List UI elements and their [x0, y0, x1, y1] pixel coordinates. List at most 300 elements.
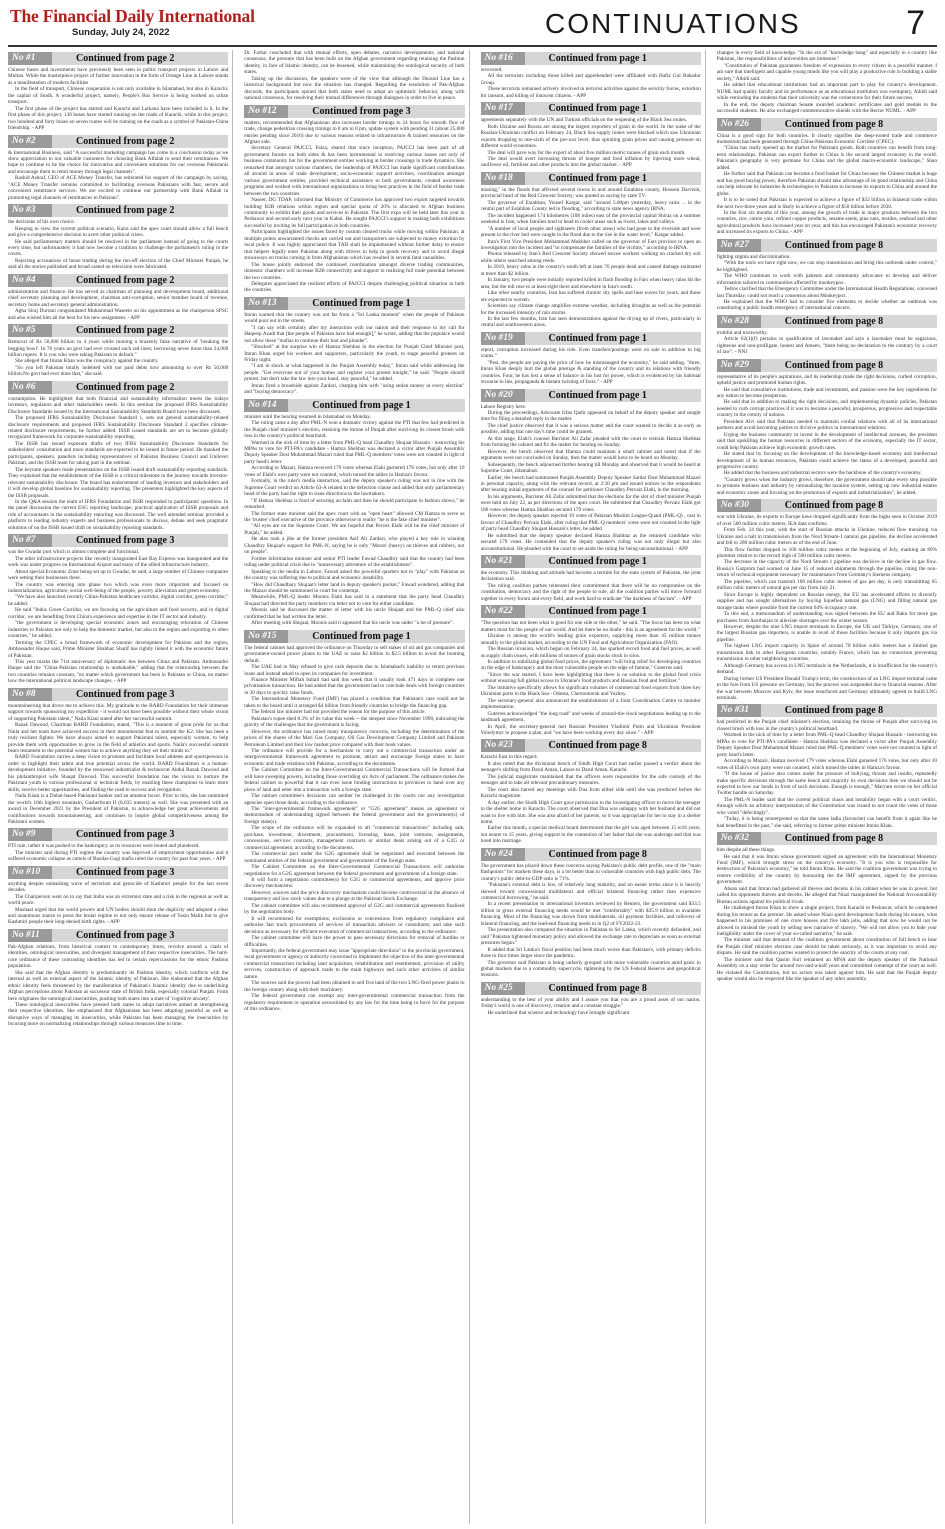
article-paragraph: "All eyes are on the Supreme Court. We are hopeful that Pervez Elahi will be the chief minister of Punjab," he added.	[244, 523, 465, 536]
article-paragraph: The sources said the powers had been obtained to sell five land of the two LNG-fired power plants to the foreign country along with their machinery.	[244, 980, 465, 993]
article-paragraph: "If Hamza Shehbaz is fond of securing acclaim and then he should participate in fashion shows," he remarked.	[244, 497, 465, 511]
article-paragraph: From Feb. 24 this year, with the start of Russian attacks in Ukraine, reduced flow transiting via Ukraine and a halt in transmission from the Nord Stream-1 natural gas pipeline, the decline accelerated and fell to 280 million cubic meters as of the end of June.	[716, 527, 937, 547]
article-paragraph: Moonis said he discussed the matter of letter with his uncle Shujaat and the PML-Q chief also confirmed that he had written the letter.	[244, 607, 465, 620]
article-paragraph: PTI rule, rather it was pushed to the bankruptcy as its resources were looted and plundered.	[8, 843, 200, 850]
article-paragraph: Meanwhile, PML-Q leader Moonis Elahi has said in a statement that the party head Chaudhry Shujaat had directed the party members via letter not to vote for either candidate.	[244, 594, 465, 607]
article	[8, 204, 228, 271]
article-paragraph: Both Ukraine and Russia are among the largest exporters of grain in the world. In the wake of the Russian-Ukrainian conflict on February 24, Black Sea supply routes were blocked which saw Ukrainian exports dropping to one-sixth of the pre-war level, thus spiraling grain prices and causing pressure on different world economies.	[480, 123, 701, 150]
article-paragraph: President Alvi said that Pakistan needed to maintain cordial relations with all of its international partners and avoid becoming parties to divisive politics in international relations.	[716, 418, 937, 432]
article-paragraph: The Cabinet Committee on the Inter-Governmental Commercial Transactions will be formed that will have sweeping powers, including those overriding six Acts of parliament. The ordinance makes the federal cabinet so powerful that it can even issue binding instructions to provinces to hand over any piece of land and enter into a transaction with a foreign state.	[244, 767, 465, 793]
article-paragraph: These terrorists remained actively involved in terrorist activities against the security forces, extortion for ransom, and killing of innocent citizens. - APP	[480, 86, 701, 99]
article-paragraph: Keeping in view the current political scenario, Kaira said the apex court should allow a full bench and give a comprehensive decision to avert other political crises.	[8, 225, 229, 239]
continuation-header	[8, 828, 228, 841]
continued-from-label: Continued from page 8	[761, 315, 937, 328]
article	[717, 832, 937, 983]
article-paragraph: Naseer, DG TDAP, informed that Ministry of Commerce has approved two export targeted towards building B2B relations within region and special quota of 20% is allocated to Afghan business community to exhibit their goods and services in Pakistan. The first expo will be held later this year in Peshawar and second early next year in Kabul. He sought PAJCCI's support in making both exhibitions successful by inviting its full participation in both countries.	[244, 197, 465, 229]
article	[8, 274, 228, 321]
article-paragraph: The decrease in the capacity of the Nord Stream 1 pipeline was decisive in the decline in gas flow. Russia's Gazprom had warned on June 15 of reduced shipments through the pipeline, citing the non-return of technical equipment necessary for maintenance from Germany's Siemens company.	[716, 559, 937, 579]
article-body	[717, 514, 937, 701]
article-paragraph: "the government is developing special economic zones and encouraging relocation of Chinese industries to Pakistan not only to help the domestic market, but also to the region and exporting to other countries," he added.	[8, 620, 229, 640]
article-paragraph: The ordinance will provide for a mechanism to carry out a commercial transaction under an intergovernmental framework agreement to promote, attract and encourage foreign states to have economic and trade relations with Pakistan, according to the documents.	[244, 747, 465, 767]
article-paragraph: the economy. This thinking and attitude had become a termite for the state system of Pakistan, the joint declaration said.	[480, 570, 701, 583]
continuation-header	[717, 239, 937, 252]
article-body	[717, 254, 937, 312]
article	[717, 499, 937, 701]
article-paragraph: Karachi East in this regard.	[480, 754, 538, 761]
article-paragraph: "How did Chaudhary Shujaat's letter land in deputy speaker's pocket," Fawad wondered, adding that the Mazari should be summoned in court for contempt.	[244, 581, 465, 594]
column-4	[717, 50, 937, 1524]
article-paragraph: Photos released by Iran's Red Crescent Society showed rescue workers walking on cracked dry soil while others searched among reeds.	[480, 251, 701, 264]
article-paragraph: The minister said during PTI regime the country was deprived of employment opportunities and it suffered economic collapse as cartels of Buzdar-Gogi mafia ruled the country for past four years. - APP	[8, 849, 229, 863]
continued-from-label: Continued from page 8	[761, 832, 937, 845]
article	[8, 866, 228, 926]
article-paragraph: In the end, the deputy chairman Senate awarded academic certificates and gold medals to the successful students. He also exchanged commemorative shields with the Rector NUML. - APP	[716, 101, 937, 115]
article-paragraph: Earlier, the bench had summoned Punjab Assembly Deputy Speaker Sardar Dost Muhammad Mazari in personal capacity, along with the relevant record, at 2:30 pm and issued notices to the respondents after hearing initial arguments of the counsel for petitioner Chaudhry Pervaiz Elahi, in the morning.	[480, 474, 701, 494]
article-paragraph: She said that the Afghan identity is predominantly its Pashtun identity, which conflicts with the internal as well as external aspect of the Islamic identity of Pakistan. She elaborated that the Afghan ethnic identity feels threatened by the manifestation of Pakistan's Islamic identity due to underlining Afghan perceptions about Pakistan as successor state of British India, especially colonial Punjab. From here originates the ontological insecurities, pushing both states into a state of 'cognitive anxiety'.	[8, 969, 229, 1002]
article-paragraph: He also took a jibe at the former president Asif Ali Zardari, who played a key role in winning Chaudhry Shujaat's support for PML-N, saying he is only "Murari (heavy) on thieves and robbers, not on people".	[244, 536, 465, 556]
continuation-header	[481, 332, 701, 345]
continuation-header	[8, 274, 228, 287]
article-paragraph: Ukraine is among the world's leading grain exporters, supplying more than 45 million tonnes annually to the global market, according to the UN Food and Agriculture Organization (FAO).	[480, 633, 701, 646]
article-paragraph: The International Monetary Fund (IMF) has placed a condition that Pakistan's case could not be taken to the board until it arranged $4 billion from friendly countries to bridge the financing gap.	[244, 696, 465, 709]
article-paragraph: Guterres acknowledged "the long road" and weeks of around-the-clock negotiations leading up to the landmark agreement.	[480, 710, 701, 724]
continued-from-label: Continued from page 1	[525, 172, 701, 185]
column-3	[481, 50, 706, 1524]
article-paragraph: These ontological insecurities have pressed both states to adopt narratives aimed at strengthening their respective identities. She emphasized that Afghanistan has been adopting peaceful as well as disruptive ways of managing its insecurities, while Pakistan has been managing the insecurities by focusing more on normalizing relationships through various measures time to time.	[8, 1002, 229, 1028]
article-paragraph: Formally, in the ruler's media interaction, said the deputy speaker's ruling was not in line with the Supreme Court verdict on Article 63-A related to the defection clause and added that only parliamentary head of the party had the right to issue directions to the lawmakers.	[244, 478, 465, 498]
continued-from-label: Continued from page 8	[525, 739, 701, 752]
article-number-tag: No #32	[717, 832, 761, 845]
article-paragraph: "Shocked" at the surprise win of Hamza Shehbaz in the election for Punjab Chief Minister post, Imran Khan urged his workers and supporters, particularly the youth, to stage peaceful protests on Friday night.	[244, 344, 465, 364]
article-paragraph: He said that it was Imran whose government signed an agreement with the International Monetary Fund (IMF), which brought stress on the country's economy. "It is you who is responsible for destruction of Pakistan's economy," he told Imran Khan. He said the coalition government was trying to restore credibility of the country by honouring the the IMF agreement, signed by the previous government.	[716, 853, 937, 886]
article-paragraph: However, despite the nine LNG import terminals in Europe, the UK and Türkiye, Germany, one of the largest Russian gas importers, is unable to avail of those facilities because it only imports gas via pipeline.	[716, 623, 937, 643]
article-paragraph: After meeting with Shujaat, Moonis said it appeared that his uncle was under "a lot of pressure".	[251, 620, 454, 627]
article-body	[8, 289, 228, 321]
article-body	[8, 703, 228, 826]
article	[8, 324, 228, 378]
article-paragraph: recovered.	[480, 67, 503, 73]
article-paragraph: Lahore Registry here.	[480, 403, 527, 410]
article-paragraph: The cabinet committee's decisions can neither be challenged in the courts nor any investigation agencies open those deals, according to the ordinance.	[244, 793, 465, 806]
article-paragraph: The other infrastructure projects like recently inaugurated East Bay Express was inaugurated and the work was under progress on International Airport and many of the allied infrastructure industry.	[8, 555, 229, 569]
article-body	[244, 312, 464, 396]
continued-from-label: Continued from page 1	[288, 297, 464, 310]
continuation-header	[8, 866, 228, 879]
continued-from-label: Continued from page 2	[52, 204, 228, 217]
article-paragraph: The PML-N leader said that the current political chaos and instability began with a court verdict, through which an arbitrary interpretation of the Constitution was issued to not count the votes of those who voted "defectingly".	[716, 796, 937, 816]
article-columns	[8, 50, 937, 1524]
issue-date: Sunday, July 24, 2022	[72, 27, 170, 38]
article-paragraph: Removal of Rs 50,000 billion in 4 years while running a brazenly false narrative of 'breaking the begging bowl'. In 70 years no govt had ever crossed such red lines; borrowing never more than 24,000 billion rupees. It is you who were taking Pakistan to default."	[8, 339, 229, 358]
article-number-tag: No #4	[8, 274, 52, 287]
article-body	[481, 117, 701, 169]
article-paragraph: The WHO continues to work with patients and community advocates to develop and deliver information tailored to communities affected by monkeypox.	[716, 273, 937, 286]
article-paragraph: A day earlier, the Sindh High Court gave permission to the investigating officer to move the teenager to the shelter home in Karachi. The court observed that Dua was unhappy with her husband and did not want to live with him. She was also afraid of her parents, so it was appropriate for her to stay in a shelter home.	[480, 799, 701, 825]
continuation-header	[717, 499, 937, 512]
article-paragraph: The federal cabinet had approved the ordinance on Thursday to sell stakes of oil and gas companies and government-owned power plants to the UAE to raise $2 billion to $2.5 billion to avoid the looming default.	[244, 644, 465, 664]
article-paragraph: Earlier this month, a special medical board determined that the girl was aged between 15 to16 years, but nearer to 15 years, giving support to the contention of her father that she was underage and that was lured into marriage.	[480, 825, 701, 845]
article-number-tag: No #26	[717, 118, 761, 131]
article-paragraph: The Cabinet Committee on the Inter-Governmental Commercial Transactions will authorise negotiations for a G2G agreement between the federal government and government of a foreign state.	[244, 864, 465, 877]
continued-from-label: Continued from page 3	[288, 105, 464, 118]
article-paragraph: Pak-Afghan relations, from historical context to contemporary times, revolve around a clash of identities, ontological insecurities, and divergent management of their respective insecurities. The hard-core ordinance of these contrasting identities has led to certain repercussions for the ethnic Pashtun population.	[8, 943, 229, 970]
article-paragraph: The minister said that demand of the coalition government about constitution of full bench to hear the Punjab chief minister election case should be taken seriously, as it was important to avoid any dispute. He said the coalition parties wanted to protect the sanctity of the courts at any cost.	[716, 937, 937, 957]
article-paragraph: The governor of Estahban, Yousef Kargar, said "around 5.00pm yesterday, heavy rains ... in the central part of Estahban County led to flooding," according to state news agency IRNA.	[480, 199, 701, 213]
article-paragraph: Urging the business community to invest in the development of intellectual avenues, the president said that upskilling the human resources in different sectors of the economy, especially the IT sector, could help Pakistan achieve high economic growth rates.	[716, 431, 937, 451]
article	[717, 315, 937, 356]
article-paragraph: It added that Sri Lanka's fiscal position had been much worse than Pakistan's, with primary deficits three to four times larger since the pandemic.	[480, 946, 701, 960]
continued-from-label: Continued from page 8	[761, 704, 937, 717]
article-paragraph: consumption. He highlighted that both financial and sustainability information meets the todays investors, regulators and other stakeholders needs. In this seminar the proposed IFRS Sustainability Disclosure Standards issued by the International Sustainability Standards Board have been discussed.	[8, 395, 229, 415]
article-number-tag: No #11	[8, 929, 52, 942]
article-paragraph: The incident happened 174 kilometres (108 miles) east of the provincial capital Shiraz on a summer weekend in Iran, when families tend to head to cooler areas such as rivers, lakes and valleys.	[480, 212, 701, 226]
article-paragraph: The ruling coalition parties reiterated their commitment that there will be no compromise on the constitution, democracy and the right of the people to rule, all the coalition parties will move forward together in every forum and every field, and work hard to eradicate "the darkness of fascism". - APP	[480, 582, 701, 602]
article-paragraph: The presentation also compared the situation in Pakistan to Sri Lanka, which recently defaulted, and said "Pakistan tightened monetary policy and allowed the exchange rate to depreciate as soon as external pressures began."	[480, 927, 701, 947]
article-body	[481, 67, 701, 99]
article-paragraph: "Country grows when the industry grows, therefore, the government should take every step possible to promote business and industry by rationalizing the taxation system, setting up new industrial estates and economic zones and focusing on the promotion of exports and industrialization", he added.	[716, 476, 937, 496]
article	[481, 332, 701, 386]
article-number-tag: No #18	[481, 172, 525, 185]
article-paragraph: Rejecting accusations of horse trading during the run-off election of the Chief Minister Punjab, he said all the stories published and broad casted on television were fabricated.	[8, 257, 229, 271]
article-number-tag: No #31	[717, 704, 761, 717]
article-paragraph: Razak Dawood, Chairman BARD Foundation, stated, "This is a moment of great pride for us that Naila and her team have achieved success in their monumental feat to summit the K2. She has been a truly resilient fighter. We have always aimed to support Pakistani talent, especially women, to help provide them with opportunities to grow in the field of athletics and sports. Naila's successful summit bears testament to the potential women has to achieve anything they set their minds to."	[8, 722, 229, 754]
continued-from-label: Continued from page 1	[525, 605, 701, 618]
article-body	[481, 754, 701, 844]
article-number-tag: No #22	[481, 605, 525, 618]
article-paragraph: According to Mazari, Hamza received 179 votes whereas Elahi garnered 176 votes, but only after 10 votes of Elahi's own party were not counted, which turned the tables in Hamza's favour.	[244, 465, 465, 478]
article-number-tag: No #3	[8, 204, 52, 217]
article-number-tag: No #10	[8, 866, 52, 879]
article-paragraph: He said parliamentary matters should be resolved in the parliament instead of going to the courts every time, but unfortunately it had now become a tradition to challenge the parliament's ruling in the courts.	[8, 238, 229, 258]
article-body	[717, 374, 937, 497]
article-paragraph: The highest LNG import capacity in Spain of around 70 billion cubic meters has a limited gas transmission link to other European countries, notably France, which has no connection preventing transmission to other neighboring countries.	[716, 643, 937, 663]
article-paragraph: Agha Siraj Durrani congratulated Muhammad Waseem on his appointment as the chairperson SPSC and also wished him all the best for his new assignment. - APP	[8, 308, 229, 321]
article-number-tag: No #6	[8, 381, 52, 394]
article	[8, 688, 228, 826]
article-paragraph: Finance Minister Miftah Ismail had said this week that it usually took 471 days to complete one privatisation transaction. He had added that the government had to conclude deals with foreign countries in 30 days to quickly raise funds.	[244, 676, 465, 696]
article	[8, 381, 228, 532]
article-number-tag: No #15	[244, 630, 288, 643]
article-paragraph: Dr. Farhat concluded that with mutual efforts, open debates, narrative developments, and national consensus, the pressure that has been built on the Afghan government regarding retaining the Pashtun identity, in face of Islamic identity, can be lessened, while maintaining the ontological security of both states.	[244, 50, 465, 76]
continued-from-label: Continued from page 2	[52, 135, 228, 148]
article	[8, 534, 228, 685]
article-paragraph: In 2019, heavy rains in the country's south left at least 76 people dead and caused damage estimated at more than $2 billion.	[480, 264, 701, 277]
article	[8, 828, 228, 862]
continuation-header	[8, 534, 228, 547]
continuation-header	[717, 832, 937, 845]
article-paragraph: Warmed in the nick of time by a letter from PML-Q head Chaudhry Shujaat Hussain - instructing his MPAs to vote for PTI-PA's candidate - Hamza Shehbaz was declared a victor after Punjab Assembly Deputy Speaker Dost Muhammad Mazari ruled that PML-Q members' votes were not counted in light of party head's letter.	[244, 439, 465, 465]
article	[717, 50, 937, 115]
article-paragraph: Article 62(1)(f) pertains to qualification of lawmaker and says a lawmaker must be sagacious, righteous and non-profligate, honest and Ameen, "there being no declaration to the contrary by a court of law". - NNI	[716, 336, 937, 356]
article-paragraph: The "inter-governmental framework agreement" or "G2G agreement" means an agreement or memorandum of understanding signed between the federal government and the government(s) of foreign state(s).	[244, 806, 465, 825]
article-paragraph: Since Europe is highly dependent on Russian energy, the EU has accelerated efforts to diversify supplies and has sought alternatives by buying liquefied natural gas (LNG) and filling natural gas storage tanks where possible from the current 64% occupancy rate.	[716, 591, 937, 611]
article-paragraph: It is to be noted that Pakistan is expected to achieve a figure of $32 billion in bilateral trade within the next two-three years and is likely to achieve a figure of $50 billion before 2030.	[716, 197, 937, 210]
article-paragraph: Naila Kiani is a Dubai-based Pakistani banker and an amateur boxer. Prior to this, she has summited the world's 10th highest mountain, Gasherbrum II (8,035 meters) as well. She was presented with an award in December 2021 by the President of Pakistan, to acknowledge her great achievements and contributions towards mountaineering, and continues to inspire global competitiveness among the Pakistani women.	[8, 793, 229, 825]
article-number-tag: No #29	[717, 359, 761, 372]
continued-from-label: Continued from page 1	[525, 52, 701, 65]
article	[481, 605, 701, 736]
article-paragraph: changes in every field of knowledge. "In the era of "knowledge bang" and especially in a country like Pakistan, the responsibilities of universities are immense."	[716, 50, 937, 63]
article-number-tag: No #16	[481, 52, 525, 65]
article-paragraph: Former information minister and senior PTI leader Fawad Chaudhry said that the country had been ruling under political crisis due to "unnecessary adventure of the establishment".	[244, 555, 465, 569]
continued-from-label: Continued from page 2	[52, 274, 228, 287]
article-paragraph: Taking up the discussion, the speakers were of the view that although the Durand Line has a historical background but now the situation has changed. Regarding the resolution of Pak-Afghan discords, the participants opined that both states need to adopt an optimistic behavior, along with national consensus, for resolving their mutual differences through dialogues in order to live in peace.	[244, 75, 465, 102]
article-paragraph: To this end, a memorandum of understanding was signed between the EU and Baku for more gas purchases from Azerbaijan to alleviate shortages over the winter season.	[716, 611, 937, 624]
article-paragraph: All the terrorists including those killed and apprehended were affiliated with Hafiz Gul Bahadur Group.	[480, 73, 701, 86]
article-paragraph: The cabinet committee will have the power to pass necessary directions for removal of hurdles or difficulties.	[244, 935, 465, 948]
article-number-tag: No #23	[481, 739, 525, 752]
article-paragraph: The deal will pave way for the export of about five million metric tonnes of grain each month.	[487, 149, 686, 156]
article	[244, 630, 464, 1013]
article-paragraph: However, the deputy speaker rejected 10 votes of Pakistan Muslim League-Quaid (PML-Q) , cast in favour of Chaudhry Pervaiz Elahi, after ruling that PML-Q members' votes were not counted in the light of party head Chaudhry Shujaat Hussain's letter, he added.	[480, 513, 701, 533]
article-paragraph: had predicted in the Punjab chief minister's election, retaining the throne of Punjab after surviving its closest brush with loss in the country's political heartland.	[716, 719, 937, 732]
article-paragraph: "If the house of justice also comes under the pressure of bullying, threats and insults, repeatedly make specific decisions through the same bench and majority its own decisions then we should not be expected to bow our heads in front of such decisions. Enough is enough," Maryam wrote on her official Twitter handle on Saturday.	[716, 771, 937, 797]
continued-from-label: Continued from page 3	[52, 688, 228, 701]
article-paragraph: Ahsan said that Imran had gathered all thieves and deceits in his cabinet when he was in power, but called his opponents thieves and deceits. He alleged that Niazi manipulated the National Accountability Bureau actions against his political rivals.	[716, 885, 937, 905]
article-number-tag: No #21	[481, 555, 525, 568]
article-body	[717, 133, 937, 236]
article-body	[8, 396, 228, 532]
continuation-header	[244, 399, 464, 412]
article	[244, 297, 464, 396]
article-paragraph: representative of its people's aspirations, and its leadership made the right decisions, curbed corruption, upheld justice and promoted human rights.	[716, 373, 937, 387]
continuation-header	[244, 105, 464, 118]
article-paragraph: "Today, it is being reinterpreted so that the same ladla (favourite) can benefit from it again like he had benefitted in the past," she said, referring to former prime minister Imran Khan.	[716, 816, 937, 829]
article-paragraph: The court also barred any meetings with Dua from either side until she was produced before the Karachi magistrate.	[480, 786, 701, 800]
continued-from-label: Continued from page 3	[52, 534, 228, 547]
article-paragraph: This flow further dropped to 100 million cubic meters at the beginning of July, marking an 80% plummet relative to the record high of 500 million cubic meters.	[716, 546, 937, 559]
article-paragraph: During former US President Donald Trump's term, the construction of an LNG import terminal came to the fore from US pressure on Germany, but the process was suspended due to financial reasons. After the war between Moscow and Kyiv, the issue resurfaced and Germany ultimately agreed to build LNG terminals.	[716, 675, 937, 701]
article-body	[8, 150, 228, 202]
article-number-tag: No #9	[8, 828, 52, 841]
article-number-tag: No #14	[244, 399, 288, 412]
article-paragraph: It also noted that the divisional bench of Sindh High Court had earlier passed a verdict about the teenager's shifting from Darul Aman, Lahore to Darul Aman, Karachi.	[480, 760, 701, 774]
article-paragraph: minister until the hearing resumed in Islamabad on Monday.	[244, 413, 371, 420]
article-body	[8, 339, 228, 378]
article	[717, 359, 937, 497]
article-paragraph: The Chairperson went on to say that India was an extremist state and a risk to the regional as well as world peace.	[8, 893, 229, 907]
continuation-header	[244, 630, 464, 643]
article	[481, 389, 701, 552]
article-paragraph: was the Gwadar port which is almost complete and functional.	[8, 549, 140, 556]
article-paragraph: In April, the secretary-general met Russian President Vladimir Putin and Ukrainian President Volodymyr to propose a plan, and "we have been working every day since." - APP	[480, 723, 701, 736]
article-paragraph: The deal would avert increasing threats of hunger and food inflation by injecting more wheat, sunflower oil, fertiliser and other products into the global market. - APP	[480, 155, 701, 169]
continued-from-label: Continued from page 8	[525, 982, 701, 995]
article-paragraph: In the Q&A session the team of IFRS Foundation and ISSB responded to participants' questions. In the panel discussion the current ESG reporting landscape, practical application of ISSB proposals and role of accountants in the sustainability reporting was discussed. The well attended seminar provided a platform to leading industry experts and business professionals to discuss, debate and seek pragmatic solutions of on the ISSB issued draft on sustainability reporting standards.	[8, 499, 229, 531]
article-paragraph: Speaking to the media in Lahore, Fawad asked the powerful quarters not to "play" with Pakistan as the country was suffering due to political and economic instability.	[244, 568, 465, 582]
article-paragraph: He challenged Imran Khan to show a single project, from Karachi to Peshawar, which he completed during his tenure as the premier. He asked where Niazi spent development funds during his tenure, what happened to his promises of one crore houses and five lakh jobs, adding that now he would not be allowed to mislead the youth by selling new narrative of slavery. "We will not allow you to hide your ineligibility under the cover of your so-called narrative," he said.	[716, 905, 937, 938]
article-body	[481, 570, 701, 602]
article-paragraph: "Pest, the people are paying the price of how he mismanaged the economy," he said adding, "three, Imran Khan deeply hurt the global prestige & standing of the country and its relations with friendly countries. Four, he has lost a sense of balance in his lust for power, which is evidenced by his habitual recourse to lies, propaganda & blatant twisting of facts." - APP	[480, 359, 701, 386]
article-paragraph: In the first six months of this year, among the growth of trade in major products between the two countries, rice, cotton yarn, refined copper products, sesame seeds, pine nuts, textiles, seafood and other agricultural products have increased year on year, and this has encouraged Pakistan's economic recovery and increased its exports to China. - APP	[716, 209, 937, 236]
continuation-header	[481, 555, 701, 568]
article-body	[8, 219, 228, 271]
article-number-tag: No #12	[244, 105, 288, 118]
article-paragraph: He explained that the WHO had to consider five elements to decide whether an outbreak was constituting a public health emergency of international concern.	[716, 298, 937, 312]
article-paragraph: Imran fired a broadside against Zardari, charging him with "using stolen money in every election" and "buying democracy".	[244, 382, 465, 396]
article-paragraph: Rashid Ashraf, CEO of ACE Money Transfer, has reiterated his support of the campaign by saying, "ACE Money Transfer remains committed to facilitating overseas Pakistanis with fast, secure and convenient remittance services. We are excited to continue our partnership with Bank Alfalah in promoting legal channels of remittances to Pakistan".	[8, 175, 229, 201]
article-body	[717, 330, 937, 356]
article-body	[244, 120, 464, 294]
article-paragraph: report, corruption increased during his rule. Even transfers/postings were on sale in addition to big scams."	[480, 346, 701, 360]
article-paragraph: He stated that by focusing on the development of the knowledge-based economy and intellectual development of its human resources, Pakistan could achieve the status of a developed, peaceful and progressive country.	[716, 451, 937, 471]
continuation-header	[8, 324, 228, 337]
continued-from-label: Continued from page 8	[761, 499, 937, 512]
article-paragraph: The chief justice observed that it was a serious matter and the court wanted to decide it as early as possible, adding that one day's time could be granted.	[480, 422, 701, 436]
continuation-header	[481, 739, 701, 752]
article-number-tag: No #28	[717, 315, 761, 328]
continued-from-label: Continued from page 3	[52, 866, 228, 879]
article-number-tag: No #25	[481, 982, 525, 995]
article	[481, 982, 701, 1016]
article-paragraph: "We have also launched recently China-Pakistan healthcare corridor, digital corridor, green corridor," he added.	[8, 594, 229, 607]
article-paragraph: However, the bench observed that Hamza could maintain a small cabinet and noted that if the arguments were not concluded on Sunday, then the matter would have to be heard on Monday.	[480, 448, 701, 462]
article-paragraph: Scientists say climate change amplifies extreme weather, including droughts as well as the potential for the increased intensity of rain storms.	[480, 303, 701, 316]
article-number-tag: No #2	[8, 135, 52, 148]
article-paragraph: fighting stigma and discrimination.	[716, 253, 791, 260]
article-paragraph: "Pakistan's external debt is low, of relatively long maturity, and on easier terms since it is heavily skewed toward concessional multilateral and official bilateral financing rather than expensive commercial borrowing," he said.	[480, 882, 701, 902]
continuation-header	[481, 848, 701, 861]
article-paragraph: truthful and trustworthy.	[716, 329, 768, 336]
article-paragraph: "China has really opened up the market for Pakistani goods. Both countries can benefit from long-term relationships. Pakistan can export further to China is the second largest economy in the world. Pakistan's geography is very germane for China and the global macro-economic landscape," Shan added.	[716, 145, 937, 171]
article-number-tag: No #13	[244, 297, 288, 310]
article-paragraph: In addition to stabilizing global food prices, the agreement "will bring relief for developing countries on the edge of bankruptcy and the most vulnerable people on the edge of famine," Guterres said.	[480, 658, 701, 672]
section-title: CONTINUATIONS	[545, 8, 801, 39]
article-paragraph: Like other nearby countries, Iran has suffered chronic dry spells and heat waves for years, and those are expected to worsen.	[480, 290, 701, 303]
article-paragraph: In the field of transport, Chinese cooperation is not only available in Islamabad, but also in Karachi, the capital of Sindh. A wonderful project, namely, People's Bus Service is being worked on urban transport.	[8, 86, 229, 106]
article	[717, 239, 937, 312]
article-body	[8, 67, 228, 132]
article	[717, 118, 937, 236]
continuation-header	[481, 172, 701, 185]
masthead	[8, 4, 937, 44]
article-paragraph: In January, two people were initially reported killed in flash flooding in Fars when heavy rains hit the area, but the toll rose to at least eight there and elsewhere in Iran's south.	[480, 277, 701, 290]
article	[244, 399, 464, 627]
continuation-header	[8, 381, 228, 394]
article-paragraph: The scope of the ordinance will be expanded to all "commercial transactions" including sale, purchase, investment, divestment, procurement, licensing, lease, joint ventures, assignments, concessions, services contracts, management contracts or similar deals arising out of a G2G or commercial agreement, according to the documents.	[244, 825, 465, 851]
article-number-tag: No #8	[8, 688, 52, 701]
continued-from-label: Continued from page 8	[761, 359, 937, 372]
article-paragraph: "I can say with certainty after my interaction with our nation and their response to my call for Haqeeqi Azadi that [the people of Pakistan have had enough]," he wrote, adding that the populace would not allow these "mafias to continue their loot and plunder".	[244, 324, 465, 344]
article-paragraph: Delegates appreciated the resilient efforts of PAJCCI despite challenging political situation in both the countries.	[244, 280, 465, 294]
continued-from-label: Continued from page 2	[52, 52, 228, 65]
article-paragraph: Chinese buses and investments have previously been seen in public transport projects in Lahore and Multan. While the masterpiece project of further innovation in the form of Orange Line in Lahore stands as a manifestation of modern facilities	[8, 67, 229, 86]
article-body	[8, 944, 228, 1028]
article-paragraph: the decisions of his own choice.	[8, 219, 76, 226]
column-1	[8, 50, 233, 1524]
continued-from-label: Continued from page 1	[525, 555, 701, 568]
article	[481, 848, 701, 979]
continued-from-label: Continued from page 2	[52, 324, 228, 337]
continued-from-label: Continued from page 1	[288, 399, 464, 412]
masthead-rule	[8, 45, 937, 47]
article-paragraph: The proposed IFRS Sustainability Disclosure Standard 1, sets out general sustainability-related disclosure requirements and proposed IFRS Sustainability Disclosure Standard 2 specifies climate-related disclosure requirements, he further added. ISSB issued standards are set to become globally recognized framework for corporate sustainability reporting.	[8, 415, 229, 441]
article-number-tag: No #30	[717, 499, 761, 512]
continuation-header	[8, 688, 228, 701]
article	[8, 929, 228, 1028]
article-paragraph: He added that educational institutions had an important part to play for country's development. NUML had quality faculty and its performance as an educational institution was exemplary, Albidi said while reminding the students that their university was the cornerstone for their future success.	[716, 82, 937, 102]
continuation-header	[481, 605, 701, 618]
article-paragraph: mountaineering that drove me to achieve this. My gratitude to the BARD Foundation for their immense support towards sponsoring my expedition - it would not have been possible without their whole vision of supporting Pakistani talent," Naila Kiani stated after her successful summit.	[8, 702, 229, 722]
article-body	[8, 843, 228, 862]
article-paragraph: The Russian invasion, which began on February 24, has sparked record food and fuel prices, as well as supply chain issues, with millions of tonnes of grain stocks stuck in silos.	[480, 646, 701, 659]
article-paragraph: Secretary General PAJCCI, Faiza, shared that since inception, PAJCCI has been part of all government forums on both sides & has been instrumental in resolving various issues not only of business community but for the government entities working at border crossings in trade dynamics. She remarked that amongst various chambers, the leadership of PAJCCI has made significant contributions all around in areas of trade development, socio-economic support activities, coordination amongst various government entities, provided technical assistance to both governments, created awareness programs and worked with international organizations to bring best practices in the field of border trade between the two countries.	[244, 145, 465, 197]
article-paragraph: He underlined that science and technology have brought significant	[487, 1009, 630, 1016]
article-paragraph: "So you left Pakistan totally indebted with not paid debts now amounting to over Rs 50,000 billion.No govt had ever done that," she said.	[8, 364, 229, 378]
article-body	[481, 404, 701, 552]
continued-from-label: Continued from page 8	[761, 118, 937, 131]
article-paragraph: He said that in addition to making the right decisions, and implementing dynamic policies, Pakistan needed to curb corrupt practices if it was to become a peaceful, prosperous, progressive and respectable country in the comity of nations.	[716, 399, 937, 419]
article-paragraph: The government has played down these concerns saying Pakistan's public debt profile, one of the "main flashpoints" for markets these days, is a lot better than in vulnerable countries with high public debt. The country's public debt-to-GDP ratio is 71%.	[480, 862, 701, 882]
article-paragraph: Imran warned that the country was not far from a "Sri Lanka moment" when the people of Pakistan would pour out in the streets.	[244, 311, 465, 325]
article-paragraph: Although Germany has access to LNG terminals in the Netherlands, it is insufficient for the country's demand.	[716, 662, 937, 676]
article-paragraph: The ISSB has issued exposure drafts of two IFRS Sustainability Disclosure Standards for stakeholders' consultation and more standards are expected to be issued in future period. He thanked the participants, speakers, panelists including representatives of Pakistan Business Council and Unilever Pakistan, and the ISSB team for taking part in the seminar.	[8, 440, 229, 467]
article	[244, 50, 464, 102]
article-paragraph: China is a good sign for both countries. It clearly signifies the deep-rooted trade and commerce momentum has been generated through China-Pakistan Economic Corridor (CPEC).	[716, 132, 937, 145]
continued-from-label: Continued from page 2	[52, 381, 228, 394]
article-paragraph: The cabinet committee will also recommend approval of G2G and commercial agreements finalised by the negotiation body.	[244, 902, 465, 916]
article	[481, 52, 701, 99]
article-body	[244, 414, 464, 627]
article-paragraph: understanding to the best of your ability and I assure you that you are a proud asset of our nation. Today's world is one of discovery, creation and a constant struggle."	[480, 996, 701, 1010]
article-paragraph: He further said that Pakistan can become a food basket for China because the Chinese market is huge and has good buying power, therefore Pakistan should take advantage of its good relationship and China can help relocate its industries & technologies to Pakistan to increase its exports to China and around the globe.	[716, 171, 937, 197]
article-number-tag: No #5	[8, 324, 52, 337]
article	[717, 704, 937, 829]
article-number-tag: No #1	[8, 52, 52, 65]
article-body	[717, 847, 937, 983]
article-paragraph: matters, recommended that Afghanistan also increases border timings to 24 hours for smooth flow of trade, change pedestrian crossing timings to 8 am to 8 pm, update system with pending 31 (about 25,000 entries pending since 2016) due to various reasons related to infrastructure & trained resources on the Afghan side.	[244, 119, 465, 145]
article-paragraph: The pipeline, which can transmit 160 million cubic meters of gas per day, is only transmitting 65 million cubic meters of natural gas per day from July 21.	[716, 578, 937, 592]
article-paragraph: The federal government can exempt any inter-governmental commercial transaction from the regulatory requirement or operation necessitated by any law for the time being in force for the purpose of this ordinance.	[244, 993, 465, 1013]
article-paragraph: Pakistan's rupee shed 8.3% of its value this week -- the steepest since November 1998, indicating the gravity of the challenges that the government is facing.	[244, 715, 465, 729]
continued-from-label: Continued from page 1	[288, 630, 464, 643]
article	[481, 102, 701, 169]
article-paragraph: About special Economic Zone being set up in Gwadar, he said, a large number of Chinese companies were setting their businesses there.	[8, 568, 229, 582]
continuation-header	[8, 929, 228, 942]
article-paragraph: He said that consultative institutions, trade and investment, and passion were the key ingredients for any nation to become prosperous.	[716, 386, 937, 400]
article-paragraph: war with Ukraine, its exports to Europe have dropped significantly from the highs seen in October 2019 of over 500 million cubic meters, IEA data confirms.	[716, 514, 937, 527]
article-body	[8, 549, 228, 685]
column-2	[244, 50, 469, 1524]
continuation-header	[717, 118, 937, 131]
continuation-header	[717, 359, 937, 372]
article-paragraph: "The question has not been what is good for one side or the other," he said. "The focus has been on what matters most for the people of our world. And let there be no doubt - this is an agreement for the world."	[480, 620, 701, 633]
article-paragraph: The governor said Pakistan is being unfairly grouped with more vulnerable countries amid panic in global markets due to a commodity supercycle, tightening by the US Federal Reserve and geopolitical tensions.	[480, 959, 701, 979]
continued-from-label: Continued from page 3	[52, 828, 228, 841]
page-number: 7	[906, 4, 925, 42]
article-paragraph: The secretary-general also announced the establishment of a Joint Coordination Centre to monitor implementation.	[480, 697, 701, 711]
article-number-tag: No #27	[717, 239, 761, 252]
article-paragraph: The country was entering into phase two which was even more important and focused on industrialization, agriculture, social well-being of the people, poverty alleviation and green economy.	[8, 581, 229, 594]
article-paragraph: The keynote speakers made presentations on the ISSB issued draft sustainability reporting standards. They explained that the establishment of the ISSB is a critical milestone in the journey towards investor-relevant sustainability disclosure. The board has endorsement of leading investors and stakeholders and it will develop global baseline for sustainability reporting. The presenters highlighted the key aspects of the ISSB proposals.	[8, 466, 229, 499]
article-paragraph: He submitted that the deputy speaker declared Hamza Shahbaz as the returned candidate who secured 179 votes. He contended that the deputy speaker's ruling was not only illegal but also unconstitutional. He pleaded with the court to set aside the ruling for being unconstitutional. - APP	[480, 532, 701, 552]
article-paragraph: At this stage, Elahi's counsel Barrister Ali Zafar pleaded with the court to restrain Hamza Shehbaz from forming the cabinet and fix the matter for hearing on Sunday.	[480, 435, 701, 449]
article	[8, 135, 228, 202]
article-paragraph: It will form a negotiation committee(s) for G2G or commercial agreements, and approve price discovery mechanisms.	[244, 877, 465, 890]
article-paragraph: "Since the war started, I have been highlighting that there is no solution to the global food crisis without ensuring full global access to Ukraine's food products and Russian food and fertilizer."	[480, 671, 701, 685]
article-paragraph: The UAE had in May refused to give cash deposits due to Islamabad's inability to return previous loans and instead asked to open its companies for investment.	[244, 664, 465, 677]
article-paragraph: BARD Foundation carries a deep vision to promote and facilitate local athletes and sportspersons in order to highlight their talent and true potential across the world. BARD Foundation is a human-development initiative, founded by the renowned industrialist & technocrat Abdul Razak Dawood and his philanthropist wife Shaqat Dawood. This successful foundation has the vision to nurture the Pakistani youth in various professional or technical fields, by enabling these champions to learn more skills, receive better opportunities, and finding the road to success and recognition.	[8, 754, 229, 793]
continued-from-label: Continued from page 3	[52, 929, 228, 942]
article-paragraph: The judicial magistrate maintained that the officers were responsible for the safe custody of the teenager and to take all relevant precautionary measures.	[480, 773, 701, 787]
article-paragraph: He added that the business and industrial sectors were the backbone of the country's economy.	[723, 470, 922, 477]
article-paragraph: anything despite unleashing wave of terrorism and genocide of Kashmiri people for the last seven decades.	[8, 880, 229, 894]
continuation-header	[717, 315, 937, 328]
article-paragraph: Tedros clarified that the Emergency Committee under the International Health Regulations, convened last Thursday, could not reach a consensus about Monkeypox.	[716, 286, 937, 299]
article-body	[481, 863, 701, 979]
article-paragraph: She alleged that Imran Khan was the conspiracy against the country.	[15, 358, 159, 365]
article-body	[8, 881, 228, 926]
